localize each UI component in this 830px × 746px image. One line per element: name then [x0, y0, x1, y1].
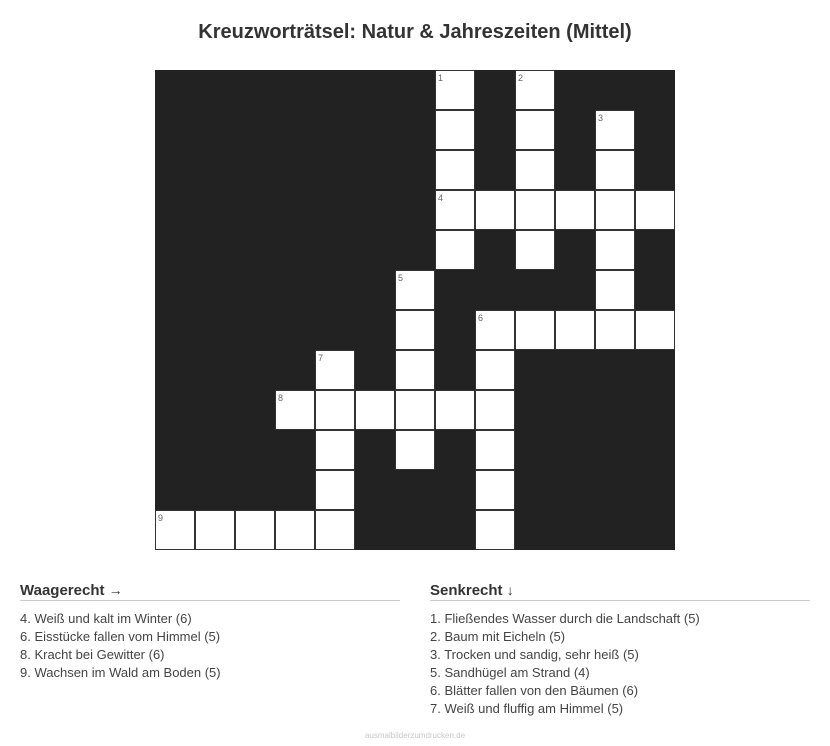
down-clue: 2. Baum mit Eicheln (5): [430, 629, 566, 644]
across-heading: [20, 582, 400, 601]
crossword-cell[interactable]: [436, 151, 475, 190]
cell-number: 7: [318, 353, 324, 363]
cell-number: 4: [438, 193, 444, 203]
cell-number: 5: [398, 273, 404, 283]
crossword-grid: [155, 70, 675, 550]
crossword-cell[interactable]: [516, 111, 555, 150]
across-clue: 8. Kracht bei Gewitter (6): [20, 647, 165, 662]
down-clue: 5. Sandhügel am Strand (4): [430, 665, 590, 680]
crossword-cell[interactable]: [516, 231, 555, 270]
crossword-cell[interactable]: [516, 311, 555, 350]
crossword-cell[interactable]: [596, 191, 635, 230]
crossword-cell[interactable]: [196, 511, 235, 550]
across-clues-section: [20, 582, 400, 682]
down-clue: 7. Weiß und fluffig am Himmel (5): [430, 701, 624, 716]
crossword-cell[interactable]: [596, 311, 635, 350]
crossword-cell[interactable]: [436, 111, 475, 150]
across-clue: 9. Wachsen im Wald am Boden (5): [20, 665, 221, 680]
crossword-cell[interactable]: [316, 391, 355, 430]
crossword-cell[interactable]: [396, 311, 435, 350]
arrow-right-icon: →: [108, 582, 123, 598]
down-clue: 3. Trocken und sandig, sehr heiß (5): [430, 647, 639, 662]
across-clue-list: [20, 610, 400, 682]
crossword-cell[interactable]: [476, 431, 515, 470]
across-clue: 4. Weiß und kalt im Winter (6): [20, 611, 192, 626]
crossword-cell[interactable]: [476, 391, 515, 430]
cell-number: 8: [278, 393, 284, 403]
crossword-cell[interactable]: [316, 431, 355, 470]
crossword-cell[interactable]: [476, 191, 515, 230]
crossword-cell[interactable]: [396, 351, 435, 390]
crossword-cell[interactable]: [516, 151, 555, 190]
crossword-cell[interactable]: [516, 191, 555, 230]
crossword-cell[interactable]: [396, 431, 435, 470]
page-title: Kreuzworträtsel: Natur & Jahreszeiten (Mittel): [198, 21, 632, 43]
across-clue: 6. Eisstücke fallen vom Himmel (5): [20, 629, 221, 644]
down-clue: 1. Fließendes Wasser durch die Landschaft (5): [430, 611, 700, 626]
cell-number: 9: [158, 513, 164, 523]
crossword-grid-svg: [155, 70, 675, 550]
crossword-cell[interactable]: [476, 351, 515, 390]
crossword-cell[interactable]: [556, 191, 595, 230]
cell-number: 2: [518, 73, 524, 83]
crossword-cell[interactable]: [596, 151, 635, 190]
cell-number: 3: [598, 113, 604, 123]
crossword-cell[interactable]: [436, 391, 475, 430]
crossword-cell[interactable]: [476, 471, 515, 510]
footer-credit: ausmalbilderzumdrucken.de: [364, 731, 466, 740]
down-clue: 6. Blätter fallen von den Bäumen (6): [430, 683, 639, 698]
down-heading: [430, 582, 810, 601]
crossword-cell[interactable]: [356, 391, 395, 430]
cell-number: 1: [438, 73, 444, 83]
cell-number: 6: [478, 313, 484, 323]
arrow-down-icon: ↓: [506, 582, 514, 598]
down-clues-section: [430, 582, 810, 718]
across-heading-label: Waagerecht: [20, 582, 105, 599]
crossword-cell[interactable]: [476, 511, 515, 550]
crossword-cell[interactable]: [556, 311, 595, 350]
crossword-cell[interactable]: [436, 231, 475, 270]
crossword-cell[interactable]: [396, 391, 435, 430]
down-clue-list: [430, 610, 810, 718]
crossword-cell[interactable]: [276, 511, 315, 550]
crossword-cell[interactable]: [636, 311, 675, 350]
crossword-cell[interactable]: [636, 191, 675, 230]
crossword-cell[interactable]: [316, 511, 355, 550]
crossword-cell[interactable]: [596, 271, 635, 310]
down-heading-label: Senkrecht: [430, 582, 503, 599]
crossword-cell[interactable]: [316, 471, 355, 510]
crossword-cell[interactable]: [236, 511, 275, 550]
crossword-cell[interactable]: [596, 231, 635, 270]
